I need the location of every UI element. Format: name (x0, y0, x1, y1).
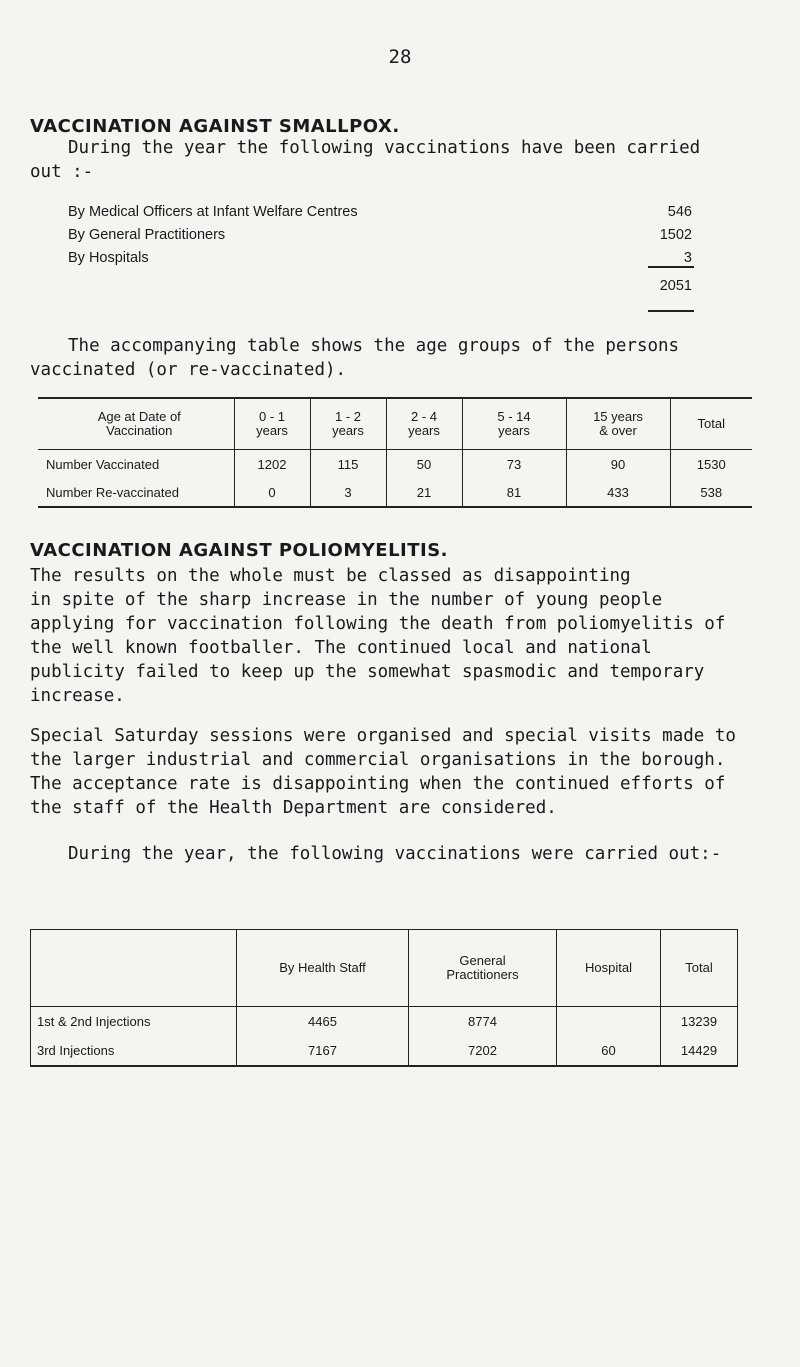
row-label: 3rd Injections (31, 1036, 237, 1066)
table-cell: 4465 (237, 1007, 409, 1037)
column-header: Total (670, 398, 752, 450)
page-number: 28 (388, 46, 412, 68)
list-item-label: By Hospitals (68, 250, 149, 266)
list-item (68, 250, 692, 273)
list-item-value: 546 (667, 204, 692, 220)
table-intro-line1: The accompanying table shows the age groups of the persons (68, 336, 680, 356)
list-item-label: By General Practitioners (68, 227, 226, 243)
table-cell: 90 (566, 450, 670, 479)
table-cell: 538 (700, 484, 723, 500)
polio-heading: VACCINATION AGAINST POLIOMYELITIS. (30, 540, 449, 561)
smallpox-intro-line1: During the year the following vaccinations have been carried (68, 138, 701, 158)
table-cell: 7202 (409, 1036, 557, 1066)
column-header: 5 - 14 years (462, 398, 566, 450)
table-row (31, 1036, 738, 1066)
polio-paragraph-2: Special Saturday sessions were organised and special visits made to the larger industrial and commercial organisations in the borough. The acceptance rate is disappointing when the continued efforts of the staff of the Health Department are considered. (30, 726, 736, 818)
table-cell: 81 (462, 478, 566, 507)
list-item (68, 204, 692, 227)
list-item-label: By Medical Officers at Infant Welfare Centres (68, 204, 358, 220)
row-label: 1st & 2nd Injections (31, 1007, 237, 1037)
vaccinator-list (68, 204, 692, 273)
table-cell: 3 (310, 478, 386, 507)
column-header: Total (661, 930, 738, 1007)
row-label: Number Re-vaccinated (38, 478, 234, 507)
row-label: Number Vaccinated (38, 450, 234, 479)
polio-vaccinations-table (30, 929, 738, 1067)
polio-paragraph-1: The results on the whole must be classed as disappointing in spite of the sharp increase in the number of young people applying for vaccination following the death from poliomyelitis of the well known footballer. The continued local and national publicity failed to keep up the somewhat spasmodic and temporary increase. (30, 566, 726, 706)
table-cell: 1530 (696, 456, 726, 472)
table-cell: 14429 (661, 1036, 738, 1066)
table-cell (557, 1007, 661, 1037)
column-header: General Practitioners (409, 930, 557, 1007)
list-item (68, 227, 692, 250)
table-cell: 8774 (409, 1007, 557, 1037)
table-cell: 13239 (661, 1007, 738, 1037)
column-header: Age at Date of Vaccination (38, 398, 234, 450)
table-cell: 21 (386, 478, 462, 507)
table-header-row (38, 398, 752, 450)
column-header: Hospital (557, 930, 661, 1007)
list-item-value: 1502 (659, 227, 692, 243)
table-cell: 60 (557, 1036, 661, 1066)
column-header: 1 - 2 years (310, 398, 386, 450)
list-item-value: 3 (683, 250, 692, 266)
column-header (31, 930, 237, 1007)
table-row (38, 478, 752, 507)
column-header: 2 - 4 years (386, 398, 462, 450)
table-cell: 7167 (237, 1036, 409, 1066)
column-header: 0 - 1 years (234, 398, 310, 450)
table-cell: 115 (310, 450, 386, 479)
table-row (38, 450, 752, 479)
age-groups-table (38, 397, 752, 508)
table-cell: 50 (386, 450, 462, 479)
table-cell: 1202 (234, 450, 310, 479)
smallpox-intro-line2: out :- (30, 162, 94, 182)
smallpox-total: 2051 (659, 278, 692, 294)
column-header: By Health Staff (237, 930, 409, 1007)
table-header-row (31, 930, 738, 1007)
column-header: 15 years & over (566, 398, 670, 450)
table-cell: 73 (462, 450, 566, 479)
total-rule-top (648, 266, 694, 268)
smallpox-heading: VACCINATION AGAINST SMALLPOX. (30, 116, 400, 137)
table-row (31, 1007, 738, 1037)
table-cell: 0 (234, 478, 310, 507)
table-cell: 433 (566, 478, 670, 507)
total-rule-bottom (648, 310, 694, 312)
polio-paragraph-3: During the year, the following vaccinations were carried out:- (68, 844, 722, 864)
table-intro-line2: vaccinated (or re-vaccinated). (30, 360, 347, 380)
